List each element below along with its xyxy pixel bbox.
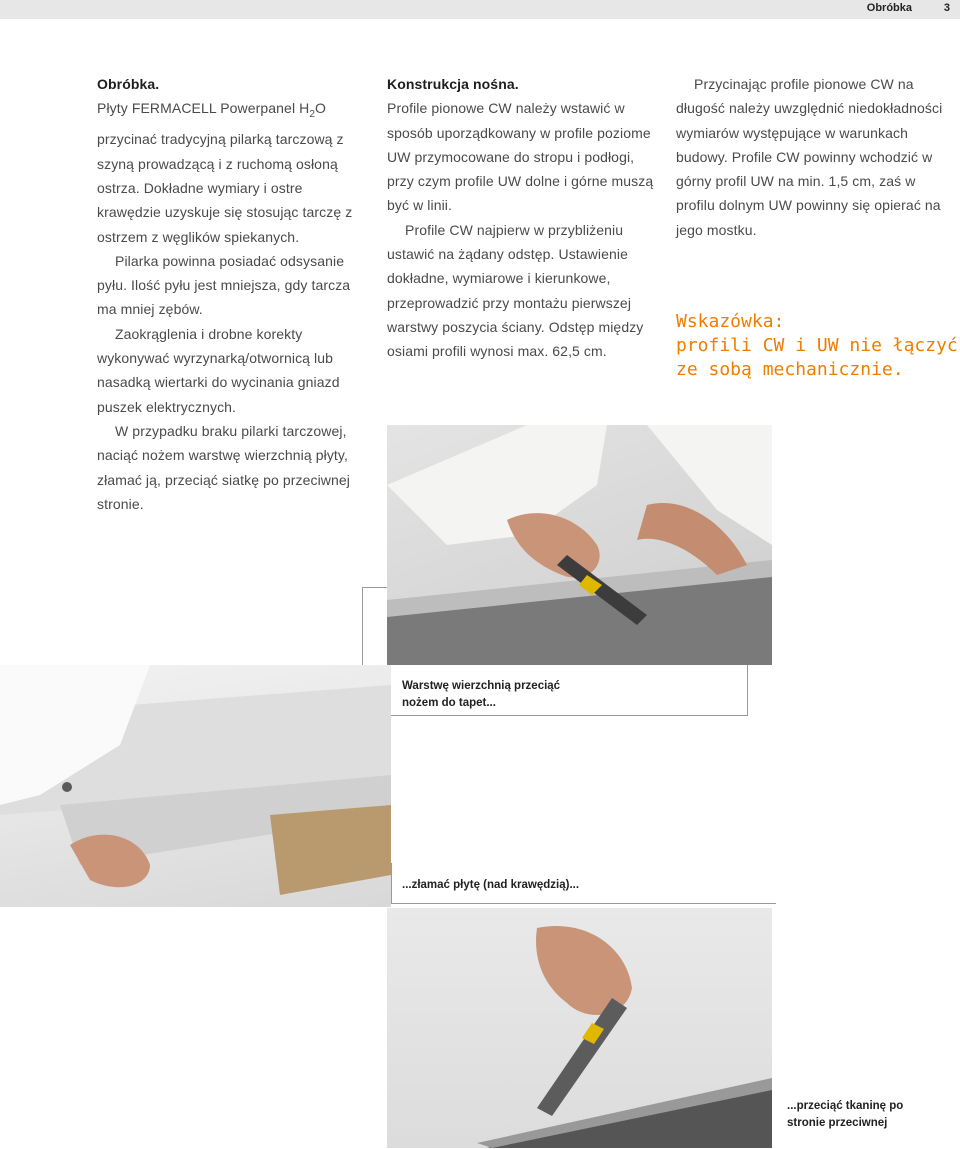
photo-mesh-cut <box>387 908 772 1148</box>
photo-board-break <box>0 665 391 907</box>
p1-text-post: O przycinać tradycyjną pilarką tarczową z szyną prowadzącą i z ruchomą osłoną ostrza. Dokładne wymiary i ostre krawędzie uzyskuje się stosując tarczę z ostrzem z węglików spiekanych. <box>97 100 353 245</box>
caption-break-board: ...złamać płytę (nad krawędzią)... <box>402 879 580 891</box>
processing-paragraph-3: Zaokrąglenia i drobne korekty wykonywać wyrzynarką/otwornicą lub nasadką wiertarki do wycinania gniazd puszek elektrycznych. <box>97 325 340 415</box>
mesh-cut-illustration <box>387 908 772 1148</box>
tip-box <box>676 310 960 382</box>
column-profiles <box>676 72 946 242</box>
column-processing <box>97 72 369 516</box>
profiles-paragraph-1: Przycinając profile pionowe CW na długość należy uwzględnić niedokładności wymiarów występujące w warunkach budowy. Profile CW powinny wchodzić w górny profil UW na min. 1,5 cm, zaś w profilu dolnym UW powinny się opierać na jego mostku. <box>676 76 943 238</box>
processing-paragraph-4: W przypadku braku pilarki tarczowej, naciąć nożem warstwę wierzchnią płyty, złamać ją, przeciąć siatkę po przeciwnej stronie. <box>97 422 350 512</box>
knife-cut-illustration <box>387 425 772 665</box>
tip-label: Wskazówka: <box>676 311 785 332</box>
structure-heading: Konstrukcja nośna. <box>387 76 519 92</box>
processing-heading: Obróbka. <box>97 76 160 92</box>
board-break-illustration <box>0 665 391 907</box>
column-structure <box>387 72 659 364</box>
caption-cut-top-layer: Warstwę wierzchnią przeciąć nożem do tapet... <box>402 680 561 709</box>
structure-paragraph-2: Profile CW najpierw w przybliżeniu ustawić na żądany odstęp. Ustawienie dokładne, wymiarowe i kierunkowe, przeprowadzić przy montażu pierwszej warstwy poszycia ściany. Odstęp między osiami profili wynosi max. 62,5 cm. <box>387 221 644 360</box>
p1-text-pre: Płyty FERMACELL Powerpanel H <box>97 100 310 117</box>
photo-knife-cutting <box>387 425 772 665</box>
p1-subscript: 2 <box>309 109 316 121</box>
header-section-title: Obróbka <box>866 2 912 14</box>
processing-paragraph-1 <box>97 96 369 249</box>
header-bar <box>0 0 960 19</box>
page-number: 3 <box>943 2 950 14</box>
structure-paragraph-1: Profile pionowe CW należy wstawić w sposób uporządkowany w profile poziome UW przymocowane do stropu i podłogi, przy czym profile UW dolne i górne muszą być w linii. <box>387 100 654 214</box>
tip-text: profili CW i UW nie łączyć ze sobą mechanicznie. <box>676 335 958 380</box>
processing-paragraph-2: Pilarka powinna posiadać odsysanie pyłu. Ilość pyłu jest mniejsza, gdy tarcza ma mniej zębów. <box>97 252 351 318</box>
caption-cut-mesh: ...przeciąć tkaninę po stronie przeciwnej <box>787 1100 904 1129</box>
